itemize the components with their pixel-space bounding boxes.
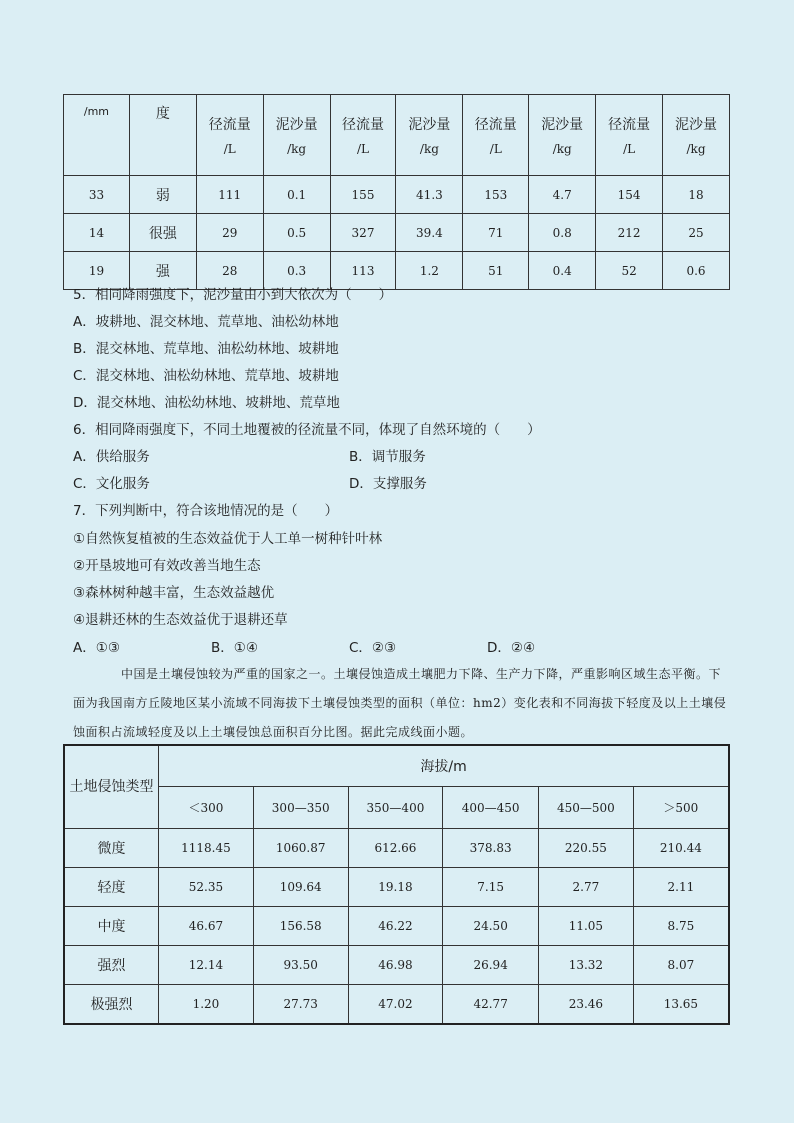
table-cell: 1060.87 xyxy=(253,829,348,868)
header-cell: 泥沙量 /kg xyxy=(396,95,463,176)
table-cell: 41.3 xyxy=(396,176,463,214)
table-cell: 155 xyxy=(330,176,396,214)
row-label: 极强烈 xyxy=(64,985,159,1025)
table-cell: 12.14 xyxy=(159,946,254,985)
corner-header: 土地侵蚀类型 xyxy=(64,745,159,829)
table-cell: 7.15 xyxy=(443,868,539,907)
table-row xyxy=(64,907,729,946)
question-6-option-c[interactable]: C．文化服务 xyxy=(73,476,150,492)
question-5-option-a[interactable]: A．坡耕地、混交林地、荒草地、油松幼林地 xyxy=(73,314,339,330)
header-cell: 泥沙量 /kg xyxy=(663,95,730,176)
column-header: 300—350 xyxy=(253,787,348,829)
table-header-row xyxy=(64,95,730,176)
question-7-statement-2: ②开垦坡地可有效改善当地生态 xyxy=(73,558,261,574)
table-cell: 强 xyxy=(129,252,196,290)
table-cell: 52 xyxy=(596,252,663,290)
table-cell: 46.98 xyxy=(348,946,443,985)
table-cell: 0.6 xyxy=(663,252,730,290)
column-header: 350—400 xyxy=(348,787,443,829)
table-row xyxy=(64,985,729,1025)
table-cell: 29 xyxy=(196,214,263,252)
table-row xyxy=(64,176,730,214)
table-cell: 26.94 xyxy=(443,946,539,985)
table-cell: 11.05 xyxy=(539,907,634,946)
question-5-option-d[interactable]: D．混交林地、油松幼林地、坡耕地、荒草地 xyxy=(73,395,340,411)
table-cell: 156.58 xyxy=(253,907,348,946)
header-cell: /mm xyxy=(64,95,130,176)
table-cell: 18 xyxy=(663,176,730,214)
question-5-option-b[interactable]: B．混交林地、荒草地、油松幼林地、坡耕地 xyxy=(73,341,339,357)
column-header: ＞500 xyxy=(633,787,729,829)
question-7-option-a[interactable]: A．①③ xyxy=(73,640,120,656)
question-7-statement-4: ④退耕还林的生态效益优于退耕还草 xyxy=(73,612,288,628)
table-cell: 27.73 xyxy=(253,985,348,1025)
table-cell: 220.55 xyxy=(539,829,634,868)
soil-erosion-table xyxy=(63,744,730,1025)
row-label: 强烈 xyxy=(64,946,159,985)
question-5-stem: 5．相同降雨强度下，泥沙量由小到大依次为（ ） xyxy=(73,287,393,303)
table-cell: 39.4 xyxy=(396,214,463,252)
runoff-sediment-table xyxy=(63,94,730,290)
table-cell: 25 xyxy=(663,214,730,252)
table-cell: 111 xyxy=(196,176,263,214)
table-cell: 13.65 xyxy=(633,985,729,1025)
table-cell: 弱 xyxy=(129,176,196,214)
table-cell: 0.8 xyxy=(529,214,596,252)
table-cell: 154 xyxy=(596,176,663,214)
table-cell: 0.3 xyxy=(263,252,330,290)
question-6-option-b[interactable]: B．调节服务 xyxy=(349,449,426,465)
table-header-row xyxy=(64,745,729,787)
table-cell: 1118.45 xyxy=(159,829,254,868)
table-row xyxy=(64,946,729,985)
header-cell: 度 xyxy=(129,95,196,176)
row-label: 微度 xyxy=(64,829,159,868)
table-cell: 0.4 xyxy=(529,252,596,290)
header-cell: 泥沙量 /kg xyxy=(529,95,596,176)
table-cell: 1.20 xyxy=(159,985,254,1025)
header-cell: 径流量 /L xyxy=(463,95,529,176)
table-cell: 8.75 xyxy=(633,907,729,946)
table-cell: 2.11 xyxy=(633,868,729,907)
header-cell: 径流量 /L xyxy=(596,95,663,176)
passage-paragraph: 中国是土壤侵蚀较为严重的国家之一。土壤侵蚀造成土壤肥力下降、生产力下降，严重影响区域生态平衡。下面为我国南方丘陵地区某小流域不同海拔下土壤侵蚀类型的面积（单位：hm2）变化表和不同海拔下轻度及以上土壤侵蚀面积占流域轻度及以上土壤侵蚀总面积百分比图。据此完成线面小题。 xyxy=(73,667,727,739)
table-cell: 42.77 xyxy=(443,985,539,1025)
table-cell: 52.35 xyxy=(159,868,254,907)
table-header-row xyxy=(64,787,729,829)
table-cell: 23.46 xyxy=(539,985,634,1025)
table-cell: 28 xyxy=(196,252,263,290)
table-cell: 46.22 xyxy=(348,907,443,946)
table-cell: 378.83 xyxy=(443,829,539,868)
question-5-option-c[interactable]: C．混交林地、油松幼林地、荒草地、坡耕地 xyxy=(73,368,339,384)
header-cell: 径流量 /L xyxy=(330,95,396,176)
header-cell: 径流量 /L xyxy=(196,95,263,176)
question-6-option-a[interactable]: A．供给服务 xyxy=(73,449,150,465)
question-7-option-d[interactable]: D．②④ xyxy=(487,640,536,656)
table-cell: 153 xyxy=(463,176,529,214)
question-7-statement-3: ③森林树种越丰富，生态效益越优 xyxy=(73,585,275,601)
row-label: 中度 xyxy=(64,907,159,946)
question-7-statement-1: ①自然恢复植被的生态效益优于人工单一树种针叶林 xyxy=(73,531,383,547)
table-row xyxy=(64,214,730,252)
table-cell: 612.66 xyxy=(348,829,443,868)
table-cell: 51 xyxy=(463,252,529,290)
header-cell: 泥沙量 /kg xyxy=(263,95,330,176)
table-cell: 33 xyxy=(64,176,130,214)
table-cell: 8.07 xyxy=(633,946,729,985)
table-cell: 4.7 xyxy=(529,176,596,214)
table-cell: 210.44 xyxy=(633,829,729,868)
table-cell: 71 xyxy=(463,214,529,252)
table-cell: 2.77 xyxy=(539,868,634,907)
table-cell: 1.2 xyxy=(396,252,463,290)
table-row xyxy=(64,868,729,907)
column-header: ＜300 xyxy=(159,787,254,829)
table-cell: 0.1 xyxy=(263,176,330,214)
question-7-stem: 7．下列判断中，符合该地情况的是（ ） xyxy=(73,503,339,519)
group-header: 海拔/m xyxy=(159,745,729,787)
table-cell: 327 xyxy=(330,214,396,252)
table-cell: 46.67 xyxy=(159,907,254,946)
question-6-option-d[interactable]: D．支撑服务 xyxy=(349,476,427,492)
column-header: 450—500 xyxy=(539,787,634,829)
table-cell: 很强 xyxy=(129,214,196,252)
row-label: 轻度 xyxy=(64,868,159,907)
table-cell: 47.02 xyxy=(348,985,443,1025)
question-6-stem: 6．相同降雨强度下，不同土地覆被的径流量不同，体现了自然环境的（ ） xyxy=(73,422,541,438)
question-7-option-c[interactable]: C．②③ xyxy=(349,640,397,656)
table-cell: 24.50 xyxy=(443,907,539,946)
question-7-option-b[interactable]: B．①④ xyxy=(211,640,258,656)
table-row xyxy=(64,829,729,868)
table-cell: 212 xyxy=(596,214,663,252)
table-cell: 0.5 xyxy=(263,214,330,252)
table-cell: 13.32 xyxy=(539,946,634,985)
column-header: 400—450 xyxy=(443,787,539,829)
table-cell: 19.18 xyxy=(348,868,443,907)
table-cell: 109.64 xyxy=(253,868,348,907)
table-cell: 14 xyxy=(64,214,130,252)
table-cell: 19 xyxy=(64,252,130,290)
table-cell: 113 xyxy=(330,252,396,290)
table-cell: 93.50 xyxy=(253,946,348,985)
